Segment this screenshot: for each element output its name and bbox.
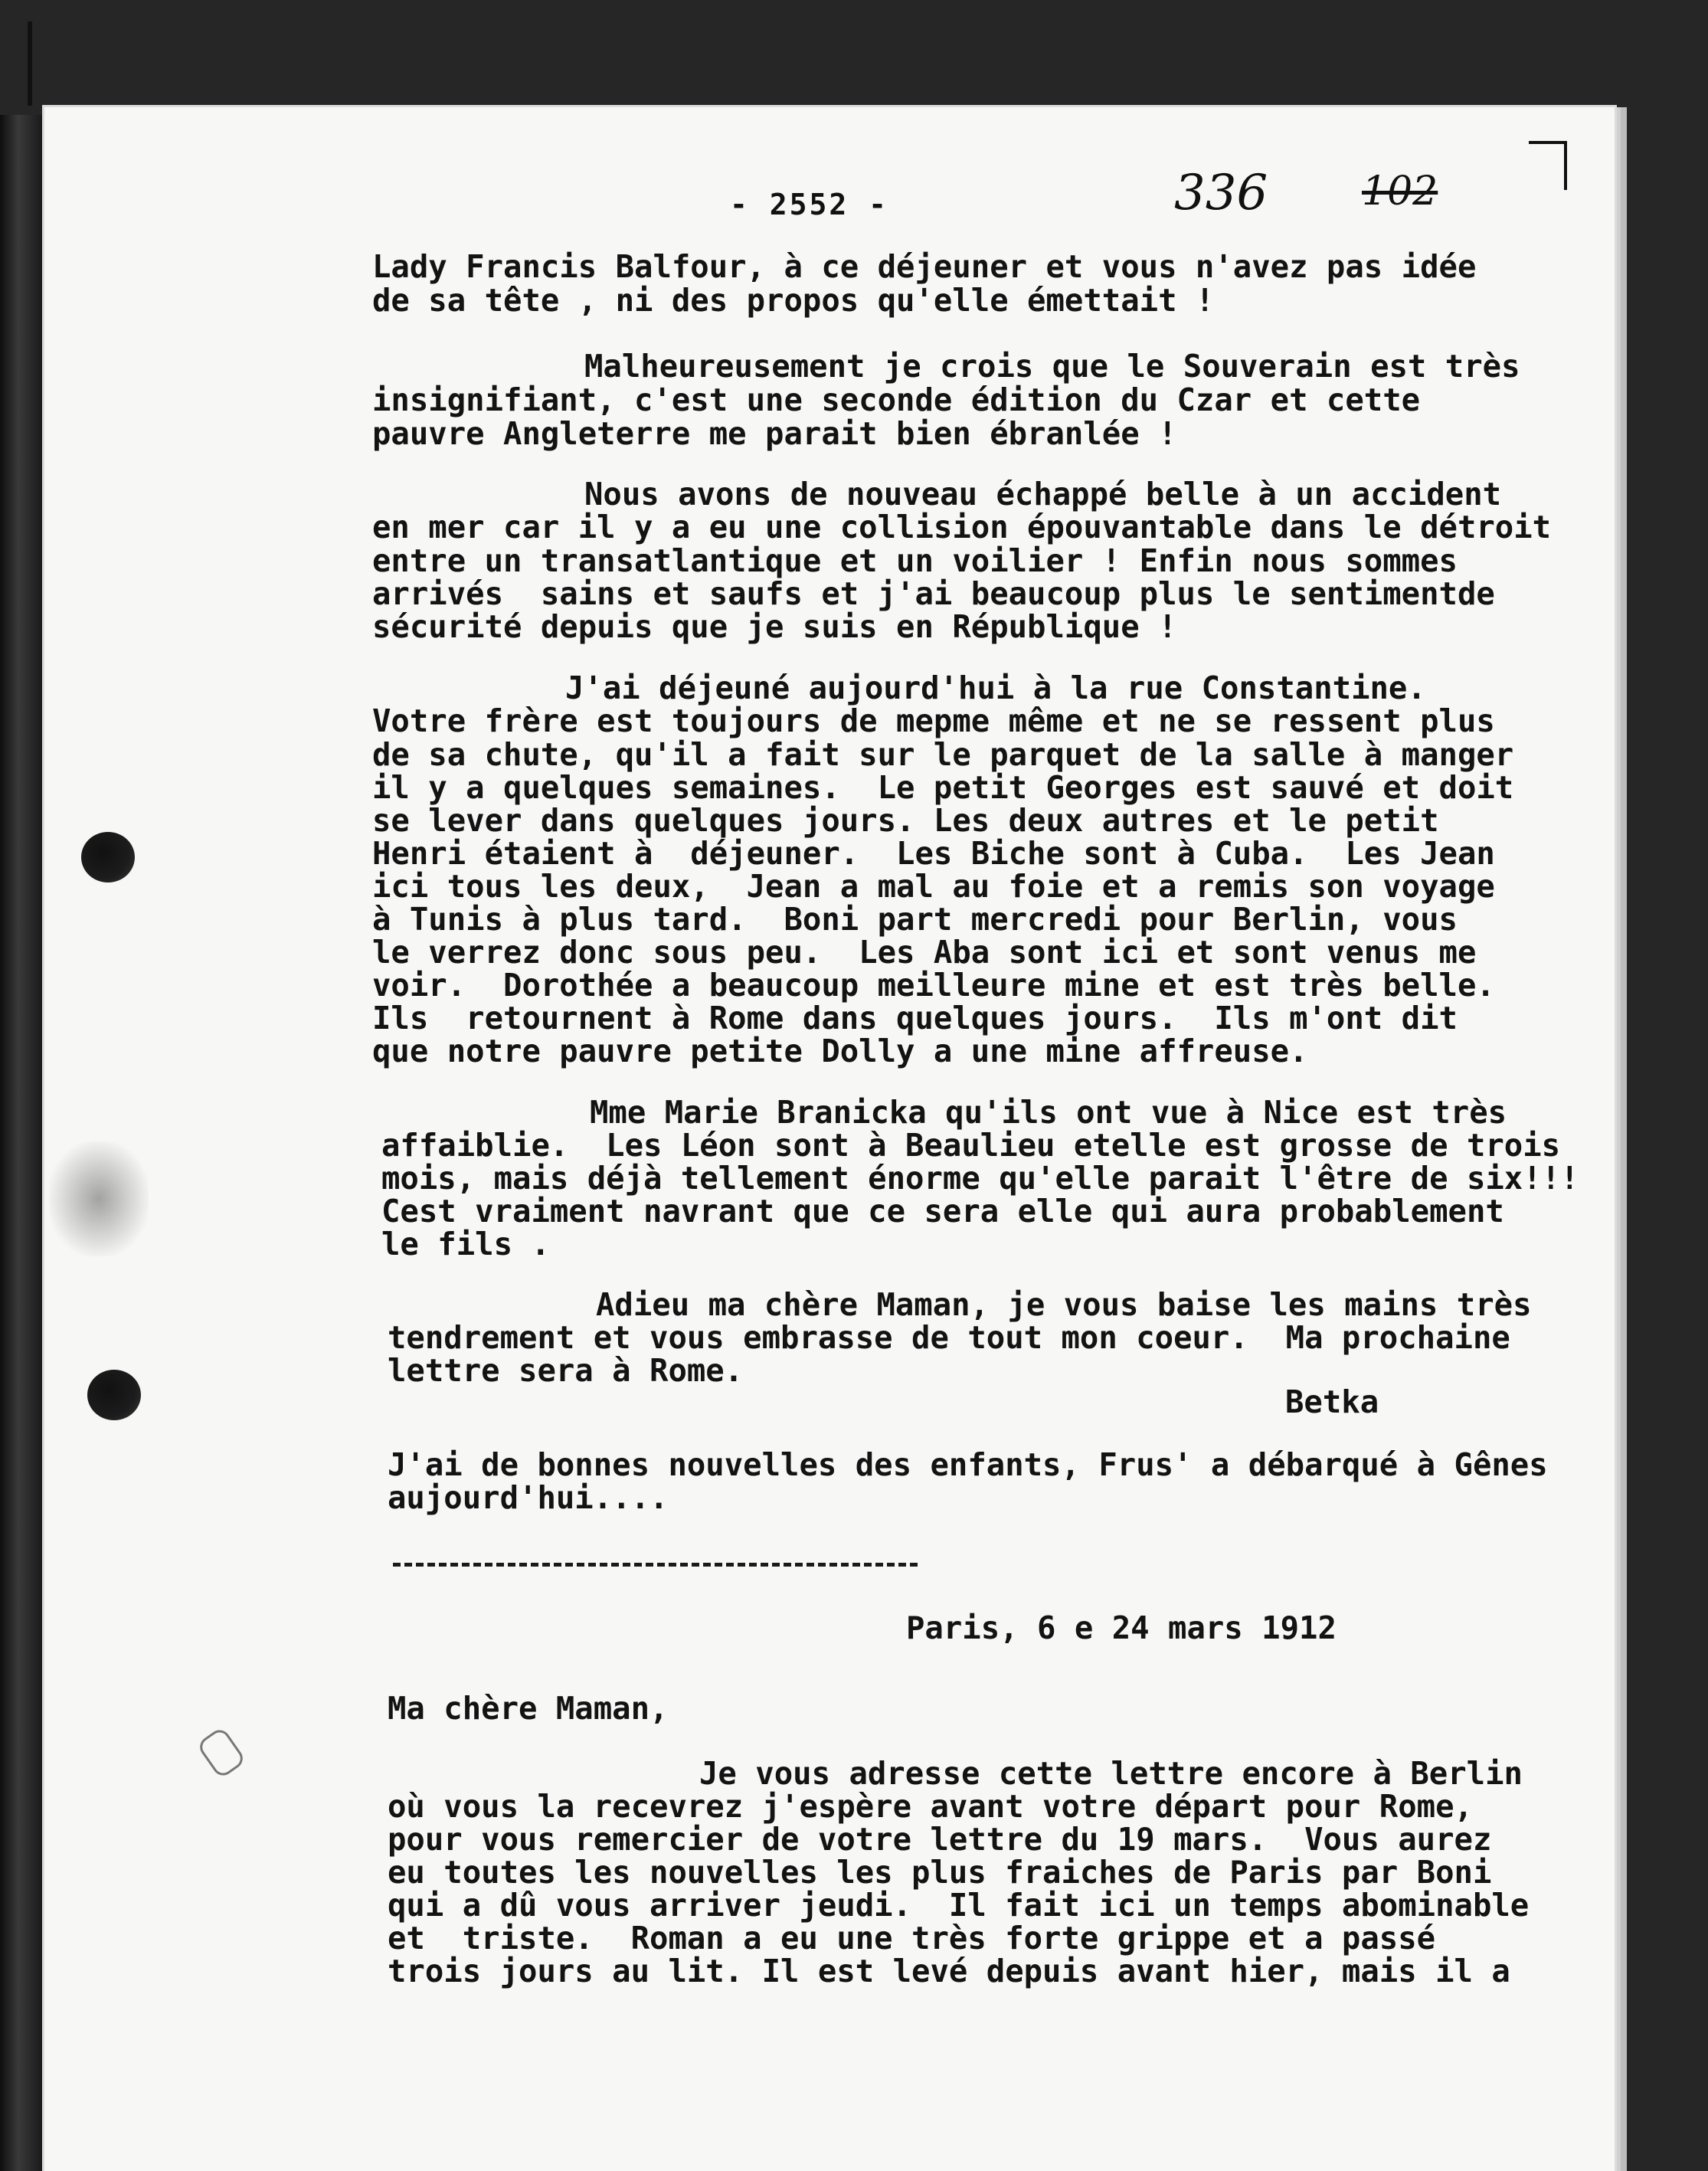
- text-line: Lady Francis Balfour, à ce déjeuner et vous n'avez pas idée: [372, 248, 1477, 285]
- text-line: Adieu ma chère Maman, je vous baise les mains très: [596, 1286, 1532, 1323]
- salutation: Ma chère Maman,: [388, 1690, 669, 1727]
- text-line: voir. Dorothée a beaucoup meilleure mine et est très belle.: [372, 967, 1495, 1004]
- text-line: mois, mais déjà tellement énorme qu'elle parait l'être de six!!!: [381, 1160, 1579, 1197]
- text-line: pauvre Angleterre me parait bien ébranlée !: [372, 415, 1177, 452]
- text-line: à Tunis à plus tard. Boni part mercredi pour Berlin, vous: [372, 901, 1458, 938]
- text-line: Je vous adresse cette lettre encore à Berlin: [699, 1755, 1523, 1792]
- text-line: et triste. Roman a eu une très forte grippe et a passé: [388, 1920, 1436, 1957]
- crop-mark-left: [28, 21, 32, 106]
- text-line: où vous la recevrez j'espère avant votre départ pour Rome,: [388, 1788, 1473, 1825]
- text-line: que notre pauvre petite Dolly a une mine affreuse.: [372, 1033, 1308, 1069]
- date-line: Paris, 6 e 24 mars 1912: [906, 1609, 1337, 1646]
- text-line: ici tous les deux, Jean a mal au foie et a remis son voyage: [372, 868, 1495, 905]
- text-line: Malheureusement je crois que le Souverain est très: [584, 348, 1520, 385]
- binder-edge: [0, 115, 46, 2171]
- text-line: de sa chute, qu'il a fait sur le parquet de la salle à manger: [372, 736, 1514, 773]
- text-line: insignifiant, c'est une seconde édition du Czar et cette: [372, 381, 1421, 418]
- text-line: tendrement et vous embrasse de tout mon coeur. Ma prochaine: [388, 1319, 1510, 1356]
- text-line: Mme Marie Branicka qu'ils ont vue à Nice est très: [590, 1094, 1507, 1131]
- text-line: Cest vraiment navrant que ce sera elle qui aura probablement: [381, 1193, 1504, 1230]
- text-line: Henri étaient à déjeuner. Les Biche sont à Cuba. Les Jean: [372, 835, 1495, 872]
- crossed-folio: 102: [1362, 169, 1438, 214]
- text-line: en mer car il y a eu une collision épouvantable dans le détroit: [372, 509, 1552, 545]
- text-line: le fils .: [381, 1226, 550, 1262]
- signature: Betka: [1285, 1383, 1379, 1420]
- text-line: trois jours au lit. Il est levé depuis avant hier, mais il a: [388, 1953, 1510, 1989]
- ink-smudge: [49, 1141, 149, 1256]
- text-line: de sa tête , ni des propos qu'elle émettait !: [372, 282, 1215, 319]
- text-line: Votre frère est toujours de mepme même et ne se ressent plus: [372, 702, 1495, 739]
- punch-hole-lower: [87, 1370, 141, 1420]
- text-line: pour vous remercier de votre lettre du 19 mars. Vous aurez: [388, 1821, 1492, 1858]
- text-line: lettre sera à Rome.: [388, 1352, 744, 1389]
- text-line: entre un transatlantique et un voilier ! Enfin nous sommes: [372, 542, 1458, 579]
- typed-page: [44, 107, 1615, 2171]
- postscript-line: J'ai de bonnes nouvelles des enfants, Frus' a débarqué à Gênes: [388, 1446, 1548, 1483]
- text-line: arrivés sains et saufs et j'ai beaucoup plus le sentimentde: [372, 575, 1495, 612]
- text-line: il y a quelques semaines. Le petit Georges est sauvé et doit: [372, 769, 1514, 806]
- crop-mark-right: [1529, 141, 1567, 190]
- punch-hole-upper: [81, 832, 135, 882]
- text-line: Ils retournent à Rome dans quelques jours. Ils m'ont dit: [372, 1000, 1458, 1036]
- clip-mark: [196, 1726, 247, 1780]
- text-line: sécurité depuis que je suis en République !: [372, 608, 1177, 645]
- text-line: se lever dans quelques jours. Les deux autres et le petit: [372, 802, 1439, 839]
- text-line: qui a dû vous arriver jeudi. Il fait ici un temps abominable: [388, 1887, 1530, 1924]
- page-number: - 2552 -: [730, 188, 889, 221]
- letter-separator: [393, 1563, 918, 1567]
- text-line: le verrez donc sous peu. Les Aba sont ici et sont venus me: [372, 934, 1477, 971]
- postscript-line: aujourd'hui....: [388, 1479, 669, 1516]
- text-line: eu toutes les nouvelles les plus fraiches de Paris par Boni: [388, 1854, 1492, 1891]
- handwritten-folio: 336: [1174, 165, 1268, 221]
- text-line: J'ai déjeuné aujourd'hui à la rue Constantine.: [565, 670, 1426, 706]
- text-line: Nous avons de nouveau échappé belle à un accident: [584, 476, 1502, 512]
- text-line: affaiblie. Les Léon sont à Beaulieu etelle est grosse de trois: [381, 1127, 1561, 1164]
